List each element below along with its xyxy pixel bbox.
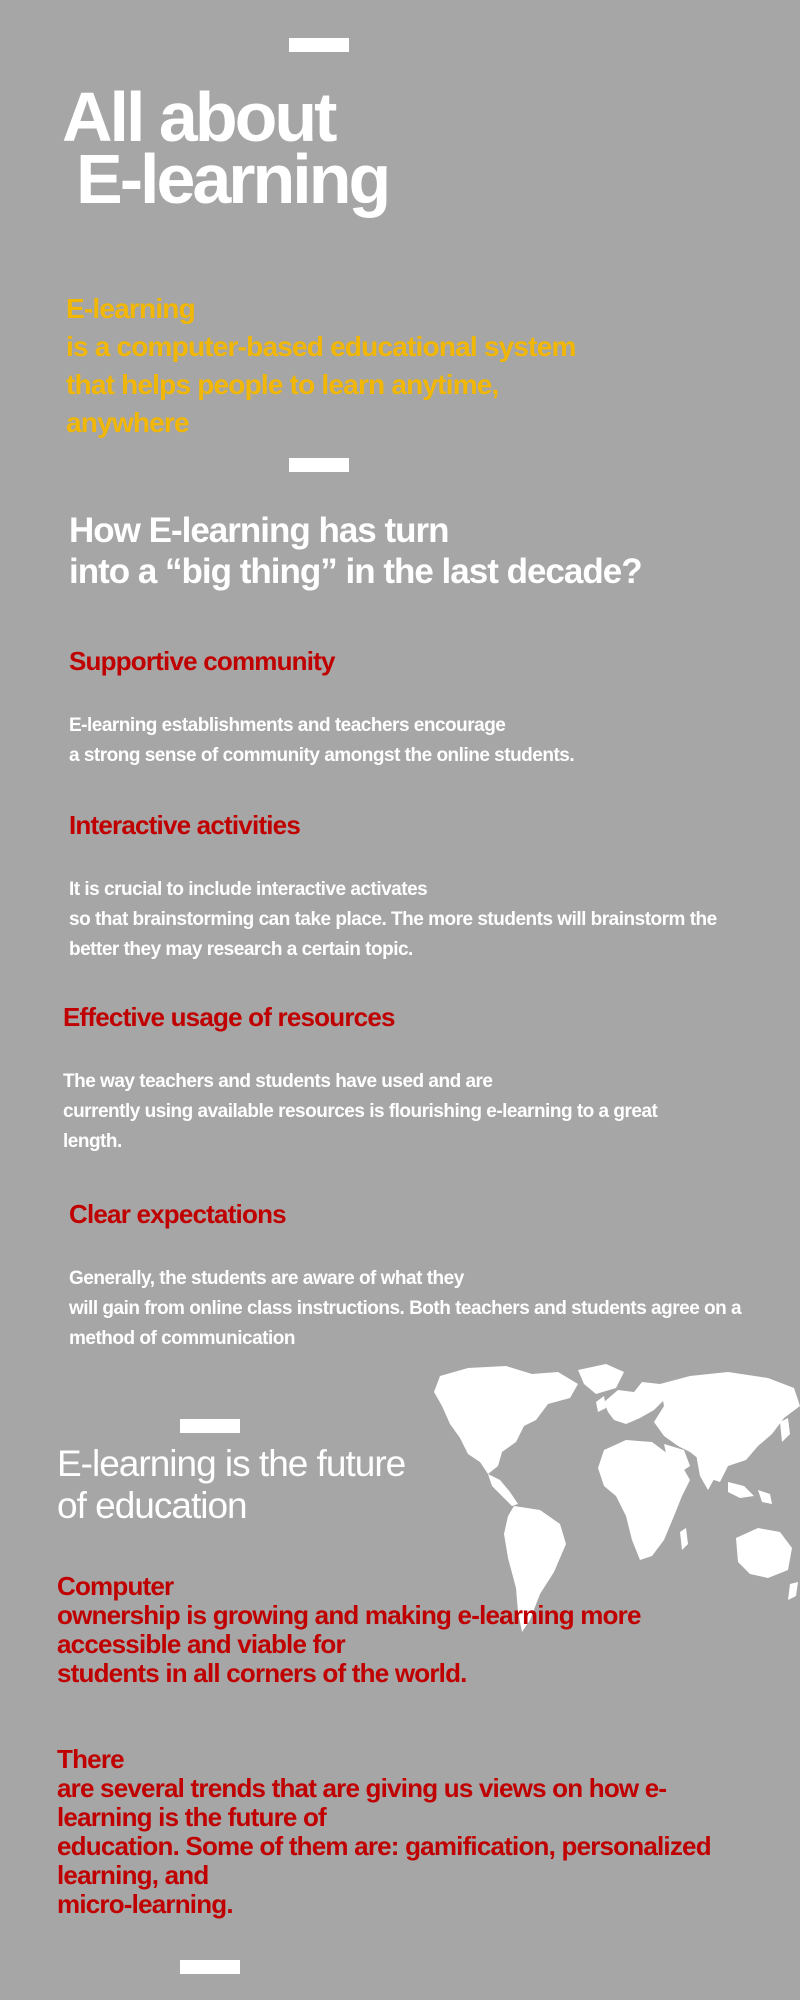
page-title xyxy=(62,78,389,218)
body-line: a strong sense of community amongst the online students. xyxy=(69,745,575,766)
future-line: E-learning is the future xyxy=(57,1443,406,1484)
body-line: will gain from online class instructions. Both teachers and students agree on a xyxy=(69,1298,742,1319)
ownership-line: accessible and viable for xyxy=(57,1629,345,1659)
body-line: It is crucial to include interactive activates xyxy=(69,879,428,900)
future-line: of education xyxy=(57,1485,247,1526)
body-line: The way teachers and students have used and are xyxy=(63,1071,493,1092)
trends-text xyxy=(57,1745,711,1919)
section-divider-bar xyxy=(289,458,349,472)
definition-line: is a computer-based educational system xyxy=(66,331,576,362)
definition-text xyxy=(66,290,576,442)
section-body-supportive-community xyxy=(69,711,574,771)
body-line: currently using available resources is flourishing e-learning to a great xyxy=(63,1101,658,1122)
trends-line: learning, and xyxy=(57,1860,209,1890)
definition-line: E-learning xyxy=(66,293,195,324)
trends-line: are several trends that are giving us views on how e- xyxy=(57,1773,667,1803)
trends-line: micro-learning. xyxy=(57,1889,233,1919)
question-line: How E-learning has turn xyxy=(69,511,449,550)
section-body-effective-usage xyxy=(63,1067,657,1157)
body-line: E-learning establishments and teachers encourage xyxy=(69,715,506,736)
section-heading-interactive-activities: Interactive activities xyxy=(69,810,300,840)
definition-line: anywhere xyxy=(66,407,189,438)
title-line-1: All about xyxy=(62,78,335,156)
question-heading xyxy=(69,510,642,592)
body-line: better they may research a certain topic. xyxy=(69,939,413,960)
trends-line: education. Some of them are: gamification, personalized xyxy=(57,1831,711,1861)
section-heading-supportive-community: Supportive community xyxy=(69,646,335,676)
ownership-line: students in all corners of the world. xyxy=(57,1658,467,1688)
section-heading-effective-usage: Effective usage of resources xyxy=(63,1002,395,1032)
section-body-interactive-activities xyxy=(69,875,717,965)
ownership-text xyxy=(57,1572,641,1688)
future-heading xyxy=(57,1443,405,1527)
body-line: Generally, the students are aware of what they xyxy=(69,1268,464,1289)
definition-line: that helps people to learn anytime, xyxy=(66,369,499,400)
ownership-line: ownership is growing and making e-learning more xyxy=(57,1600,641,1630)
trends-line: There xyxy=(57,1744,124,1774)
future-divider-bar xyxy=(180,1419,240,1433)
section-heading-clear-expectations: Clear expectations xyxy=(69,1199,286,1229)
ownership-line: Computer xyxy=(57,1571,174,1601)
trends-line: learning is the future of xyxy=(57,1802,326,1832)
title-line-2: E-learning xyxy=(76,140,389,218)
body-line: so that brainstorming can take place. The more students will brainstorm the xyxy=(69,909,717,930)
body-line: method of communication xyxy=(69,1328,295,1349)
section-body-clear-expectations xyxy=(69,1264,741,1354)
body-line: length. xyxy=(63,1131,122,1152)
question-line: into a “big thing” in the last decade? xyxy=(69,552,642,591)
top-divider-bar xyxy=(289,38,349,52)
bottom-divider-bar xyxy=(180,1960,240,1974)
